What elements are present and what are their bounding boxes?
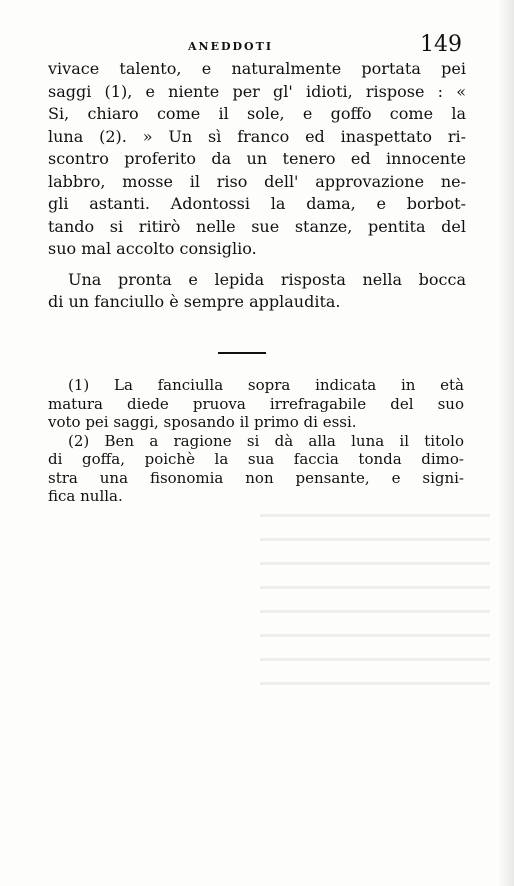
text-line: gli astanti. Adontossi la dama, e borbot- (48, 194, 466, 213)
page-number: 149 (420, 32, 462, 57)
text-line: Si, chiaro come il sole, e goffo come la (48, 104, 466, 123)
page-header (48, 32, 462, 58)
footnote-2 (48, 432, 464, 506)
text-line: Una pronta e lepida risposta nella bocca (68, 269, 466, 289)
footnotes (48, 376, 464, 506)
text-line: saggi (1), e niente per gl' idioti, rispose : « (48, 81, 466, 101)
text-line: tando si ritirò nelle sue stanze, pentita del (48, 216, 466, 236)
footnote-line: stra una fisonomia non pensante, e signi- (48, 468, 464, 487)
footnote-line: matura diede pruova irrefragabile del suo (48, 394, 464, 413)
footnote-line: fica nulla. (48, 487, 123, 505)
text-line: labbro, mosse il riso dell' approvazione ne- (48, 171, 466, 191)
footnote-divider (218, 352, 266, 354)
footnote-line: (2) Ben a ragione si dà alla luna il titolo (68, 431, 464, 450)
page-edge-shadow (498, 0, 514, 886)
text-line: suo mal accolto consiglio. (48, 239, 257, 258)
running-head: ANEDDOTI (188, 40, 273, 53)
show-through-text (260, 500, 490, 690)
footnote-line: voto pei saggi, sposando il primo di essi. (48, 413, 357, 431)
text-line: scontro proferito da un tenero ed innocente (48, 149, 466, 168)
text-line: vivace talento, e naturalmente portata pei (48, 59, 466, 78)
footnote-line: di goffa, poichè la sua faccia tonda dimo- (48, 450, 464, 468)
paragraph (48, 269, 466, 314)
footnote-line: (1) La fanciulla sopra indicata in età (68, 376, 464, 394)
text-line: luna (2). » Un sì franco ed inaspettato ri- (48, 126, 466, 146)
footnote-1 (48, 376, 464, 432)
text-line: di un fanciullo è sempre applaudita. (48, 292, 341, 311)
main-text (48, 58, 466, 314)
